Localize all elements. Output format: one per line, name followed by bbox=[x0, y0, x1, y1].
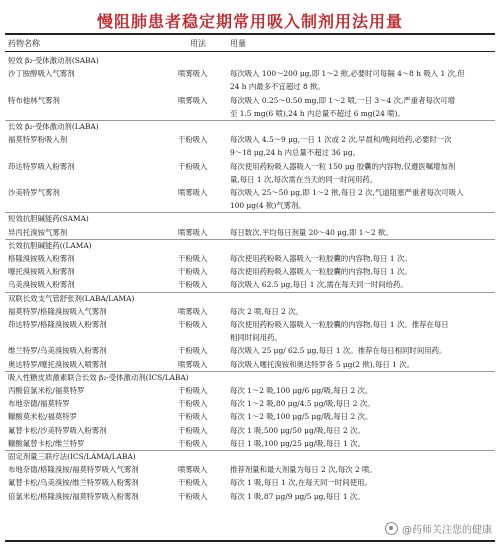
drug-usage: 干粉吸入 bbox=[178, 267, 208, 277]
header-name: 药物名称 bbox=[8, 39, 40, 48]
drug-dose: 每次使用药粉吸入器吸入一粒 150 μg 胶囊的内容物,仅遵医嘱增加剂 bbox=[230, 161, 456, 171]
group-heading: 双联长效支气管舒张剂(LABA/LAMA) bbox=[8, 293, 135, 303]
header-rule bbox=[5, 51, 495, 52]
drug-usage: 干粉吸入 bbox=[178, 161, 208, 171]
drug-name: 氟替卡松/乌美溴铵/维兰特罗吸入粉雾剂 bbox=[8, 478, 139, 488]
drug-dose: 相同时间用药。 bbox=[230, 333, 282, 343]
drug-usage: 干粉吸入 bbox=[178, 478, 208, 488]
header-usage: 用法 bbox=[190, 39, 206, 48]
drug-usage: 喷雾吸入 bbox=[178, 359, 208, 369]
drug-dose: 每日 1 吸,100 μg/25 μg/吸,每日 1 次。 bbox=[230, 438, 365, 448]
drug-name: 维兰特罗/乌美溴铵吸入粉雾剂 bbox=[8, 346, 107, 356]
drug-dose: 每次吸入 4.5～9 μg,一日 1 次或 2 次,早晨和/晚间给药,必要时一次 bbox=[230, 135, 452, 145]
drug-usage: 干粉吸入 bbox=[178, 320, 208, 329]
drug-usage: 喷雾吸入 bbox=[178, 69, 208, 79]
group-heading: 固定剂量三联疗法(ICS/LAMA/LABA) bbox=[8, 452, 136, 461]
drug-name: 糠酸莫米松/福莫特罗 bbox=[8, 412, 78, 422]
group-heading: 短效抗胆碱能药(SAMA) bbox=[8, 214, 89, 224]
drug-dose: 每次 2 喷,每日 2 次。 bbox=[230, 306, 303, 316]
drug-usage: 喷雾吸入 bbox=[178, 227, 208, 237]
drug-dose: 量,每日 1 次,每次需在当天的同一时间用药。 bbox=[230, 174, 378, 184]
drug-dose: 每次使用药粉吸入器吸入一粒胶囊的内容物,每日 1 次。 bbox=[230, 267, 412, 277]
drug-name: 布地奈德/福莫特罗 bbox=[8, 399, 70, 409]
drug-name: 特布他林气雾剂 bbox=[8, 95, 60, 105]
drug-name: 丙酸倍氯米松/福莫特罗 bbox=[8, 386, 85, 395]
drug-usage: 干粉吸入 bbox=[178, 135, 208, 145]
drug-dose: 每次 1～2 吸,80 μg/4.5 μg/吸,每日 2 次。 bbox=[230, 399, 375, 409]
drug-usage: 干粉吸入 bbox=[178, 412, 208, 422]
drug-usage: 喷雾吸入 bbox=[178, 188, 208, 197]
group-heading: 长效抗胆碱能药((LAMA) bbox=[8, 240, 92, 250]
drug-usage: 干粉吸入 bbox=[178, 399, 208, 409]
watermark bbox=[385, 521, 492, 536]
watermark-text: @药师关注您的健康 bbox=[402, 525, 492, 536]
drug-name: 倍氯米松/格隆溴铵/福莫特罗吸入粉雾剂 bbox=[8, 491, 139, 501]
drug-dose: 每次吸入 100～200 μg,即 1～2 揿,必要时可每隔 4～8 h 吸入 1 次,但 bbox=[230, 69, 465, 79]
drug-name: 奥达特罗/噻托溴铵吸入喷雾剂 bbox=[8, 359, 107, 369]
drug-usage: 喷雾吸入 bbox=[178, 465, 208, 475]
drug-name: 噻托溴铵吸入粉雾剂 bbox=[8, 267, 75, 277]
drug-usage: 喷雾吸入 bbox=[178, 95, 208, 105]
drug-usage: 干粉吸入 bbox=[178, 254, 208, 263]
drug-name: 福莫特罗/格隆溴铵吸入气雾剂 bbox=[8, 306, 107, 316]
drug-usage: 干粉吸入 bbox=[178, 425, 208, 435]
drug-usage: 干粉吸入 bbox=[178, 491, 208, 501]
drug-name: 异丙托溴铵气雾剂 bbox=[8, 227, 68, 237]
group-heading: 长效 β₂-受体激动剂(LABA) bbox=[8, 122, 99, 131]
drug-dose: 推荐剂量和最大剂量为每日 2 次,每次 2 喷。 bbox=[230, 465, 377, 475]
drug-usage: 干粉吸入 bbox=[178, 346, 208, 356]
drug-name: 乌美溴铵吸入粉雾剂 bbox=[8, 280, 75, 290]
drug-name: 布地奈德/格隆溴铵/福莫特罗吸入气雾剂 bbox=[8, 465, 139, 475]
drug-dose: 每次吸入噻托溴铵和奥达特罗各 5 μg(2 揿),每日 1 次。 bbox=[230, 359, 414, 369]
drug-name: 格隆溴铵吸入粉雾剂 bbox=[8, 254, 75, 263]
drug-dose: 每次使用药粉吸入器吸入一粒胶囊的内容物,每日 1 次。推荐在每日 bbox=[230, 320, 449, 329]
drug-usage: 干粉吸入 bbox=[178, 438, 208, 448]
drug-name: 糠酸氟替卡松/维兰特罗 bbox=[8, 438, 85, 448]
drug-usage: 喷雾吸入 bbox=[178, 306, 208, 316]
drug-dose: 每日数次,平均每日剂量 20～40 μg,即 1～2 揿。 bbox=[230, 227, 393, 237]
drug-usage: 干粉吸入 bbox=[178, 386, 208, 395]
drug-dose: 每次吸入 25～50 μg,即 1～2 揿,每日 2 次,气道阻塞严重者每次可吸入 bbox=[230, 188, 464, 197]
drug-usage: 干粉吸入 bbox=[178, 280, 208, 290]
group-heading: 短效 β₂-受体激动剂(SABA) bbox=[8, 56, 99, 65]
drug-name: 沙丁胺醇吸入气雾剂 bbox=[8, 69, 75, 79]
drug-dose: 每次 1 吸,每日 1 次,在每天同一时间使用。 bbox=[230, 478, 372, 488]
table-title: 慢阻肺患者稳定期常用吸入制剂用法用量 bbox=[96, 12, 403, 31]
drug-name: 氟替卡松/沙美特罗吸入粉雾剂 bbox=[8, 425, 107, 435]
drug-name: 沙美特罗气雾剂 bbox=[8, 188, 60, 197]
drug-dose: 每次吸入 0.25～0.50 mg,即 1～2 喷,一日 3～4 次,严重者每次可增 bbox=[230, 95, 456, 105]
drug-dose: 9～18 μg,24 h 内总量不超过 36 μg。 bbox=[230, 148, 360, 158]
bottom-rule bbox=[5, 540, 495, 542]
top-rule bbox=[5, 33, 495, 35]
drug-dose: 每次吸入 62.5 μg,每日 1 次,需在每天同一时间给药。 bbox=[230, 280, 408, 290]
drug-dose: 每次使用药粉吸入器吸入一粒胶囊的内容物,每日 1 次。 bbox=[230, 254, 412, 263]
drug-dose: 每次 1～2 吸,100 μg/6 μg/吸,每日 2 次。 bbox=[230, 386, 373, 395]
drug-dose: 每次 1～2 吸,100 μg/5 μg/吸,每日 2 次。 bbox=[230, 412, 373, 422]
drug-dose: 100 μg(4 揿)气雾剂。 bbox=[230, 201, 306, 211]
header-dose: 用量 bbox=[230, 39, 246, 48]
drug-dose: 每次吸入 25 μg/ 62.5 μg,每日 1 次。推荐在每日相同时间用药。 bbox=[230, 346, 447, 356]
drug-dose: 至 1.5 mg(6 喷),24 h 内总量不超过 6 mg(24 喷)。 bbox=[230, 108, 405, 118]
account-logo-icon bbox=[385, 522, 398, 535]
drug-dose: 每次 1 吸,500 μg/50 μg/吸,每日 2 次。 bbox=[230, 425, 365, 435]
drug-dose: 每次 1 吸,87 μg/9 μg/5 μg,每日 1 次。 bbox=[230, 491, 365, 501]
drug-dose: 24 h 内最多不宜超过 8 揿。 bbox=[230, 82, 325, 92]
drug-name: 茚达特罗/格隆溴铵吸入粉雾剂 bbox=[8, 320, 107, 329]
group-heading: 吸入性糖皮质激素联合长效 β₂-受体激动剂(ICS/LABA) bbox=[8, 372, 189, 382]
drug-name: 福莫特罗粉吸入剂 bbox=[8, 135, 68, 145]
drug-name: 茚达特罗吸入粉雾剂 bbox=[8, 161, 75, 171]
